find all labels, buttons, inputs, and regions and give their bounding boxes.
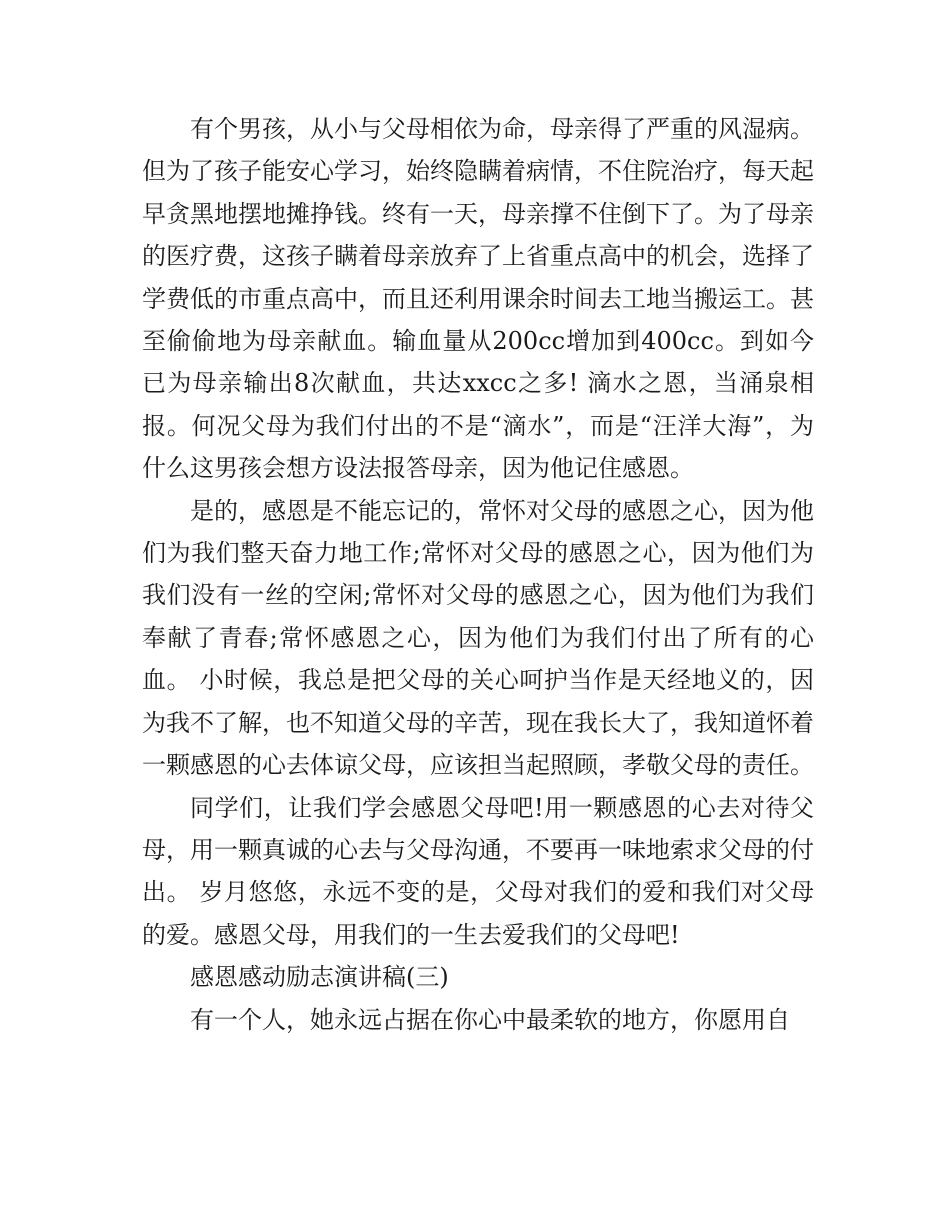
paragraph-mother: 有一个人，她永远占据在你心中最柔软的地方，你愿用自 bbox=[190, 1005, 790, 1034]
paragraph-gratitude: 是的，感恩是不能忘记的，常怀对父母的感恩之心，因为他们为我们整天奋力地工作;常怀对父母的感恩之心，因为他们为我们没有一丝的空闲;常怀对父母的感恩之心，因为他们为我们奉献了青春;常怀感恩之心，因为他们为我们付出了所有的心血。 小时候，我总是把父母的关心呵护当作是天经地义的，因为我不了解，也不知道父母的辛苦，现在我长大了，我知道怀着一颗感恩的心去体谅父母，应该担当起照顾，孝敬父母的责任。 bbox=[142, 496, 814, 780]
body-text bbox=[142, 108, 814, 1041]
paragraph-classmates: 同学们，让我们学会感恩父母吧!用一颗感恩的心去对待父母，用一颗真诚的心去与父母沟通，不要再一味地索求父母的付出。 岁月悠悠，永远不变的是，父母对我们的爱和我们对父母的爱。感恩父母，用我们的一生去爱我们的父母吧! bbox=[142, 793, 814, 949]
paragraph-boy-story: 有个男孩，从小与父母相依为命，母亲得了严重的风湿病。但为了孩子能安心学习，始终隐瞒着病情，不住院治疗，每天起早贪黑地摆地摊挣钱。终有一天，母亲撑不住倒下了。为了母亲的医疗费，这孩子瞒着母亲放弃了上省重点高中的机会，选择了学费低的市重点高中，而且还利用课余时间去工地当搬运工。甚至偷偷地为母亲献血。输血量从200cc增加到400cc。到如今已为母亲输出8次献血，共达xxcc之多! 滴水之恩，当涌泉相报。何况父母为我们付出的不是“滴水”，而是“汪洋大海”，为什么这男孩会想方设法报答母亲，因为他记住感恩。 bbox=[142, 115, 814, 483]
section-heading: 感恩感动励志演讲稿(三) bbox=[190, 963, 449, 992]
